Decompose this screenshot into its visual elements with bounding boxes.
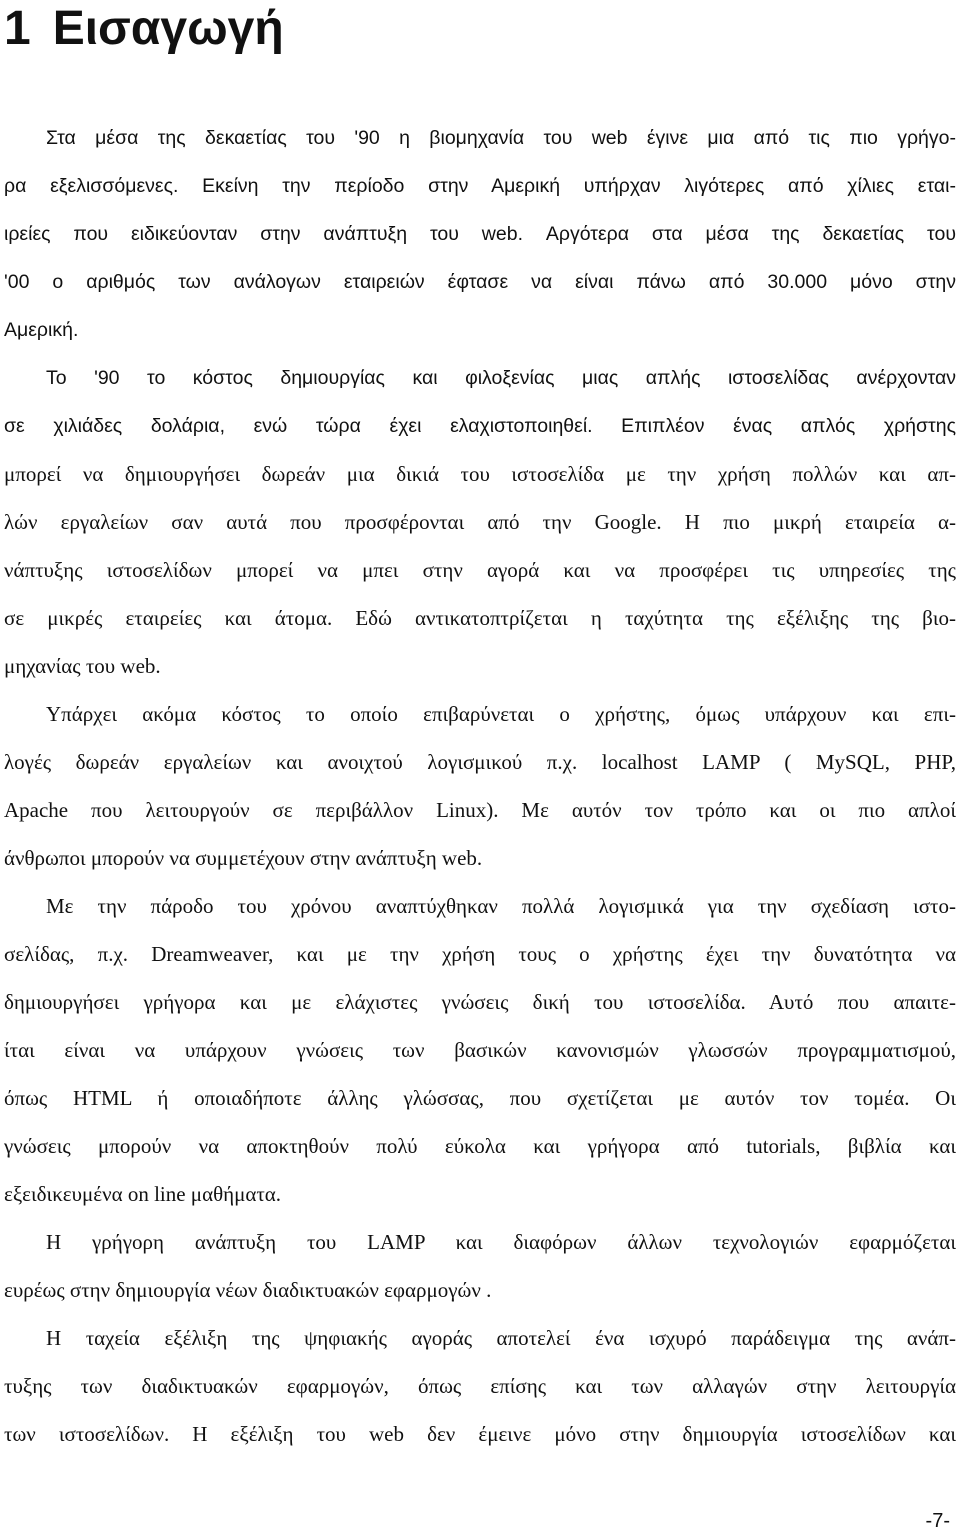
- text-line: τυξης των διαδικτυακών εφαρμογών, όπως επίσης και των αλλαγών στην λειτουργία: [4, 1374, 956, 1398]
- text-line: όπως HTML ή οποιαδήποτε άλλης γλώσσας, που σχετίζεται με αυτόν τον τομέα. Οι: [4, 1086, 956, 1110]
- text-line: Με την πάροδο του χρόνου αναπτύχθηκαν πολλά λογισμικά για την σχεδίαση ιστο-: [46, 894, 956, 918]
- text-line: Αμερική.: [4, 319, 79, 341]
- text-line: των ιστοσελίδων. Η εξέλιξη του web δεν έμεινε μόνο στην δημιουργία ιστοσελίδων και: [4, 1422, 956, 1446]
- text-line: ρα εξελισσόμενες. Εκείνη την περίοδο στην Αμερική υπήρχαν λιγότερες από χίλιες εται-: [4, 175, 956, 197]
- text-line: λογές δωρεάν εργαλείων και ανοιχτού λογισμικού π.χ. localhost LAMP ( MySQL, PHP,: [4, 750, 956, 774]
- text-line: Στα μέσα της δεκαετίας του '90 η βιομηχανία του web έγινε μια από τις πιο γρήγο-: [46, 127, 956, 149]
- text-line: Υπάρχει ακόμα κόστος το οποίο επιβαρύνεται ο χρήστης, όμως υπάρχουν και επι-: [46, 702, 956, 726]
- text-line: λών εργαλείων σαν αυτά που προσφέρονται από την Google. Η πιο μικρή εταιρεία α-: [4, 510, 956, 534]
- text-line: ιρείες που ειδικεύονταν στην ανάπτυξη του web. Αργότερα στα μέσα της δεκαετίας του: [4, 223, 956, 245]
- page-number: -7-: [925, 1510, 950, 1532]
- text-line: σελίδας, π.χ. Dreamweaver, και με την χρήση τους ο χρήστης έχει την δυνατότητα να: [4, 942, 956, 966]
- text-line: σε μικρές εταιρείες και άτομα. Εδώ αντικατοπτρίζεται η ταχύτητα της εξέλιξης της βιο-: [4, 606, 956, 630]
- chapter-title: Εισαγωγή: [52, 2, 284, 55]
- text-line: εξειδικευμένα on line μαθήματα.: [4, 1182, 282, 1206]
- text-line: Η γρήγορη ανάπτυξη του LAMP και διαφόρων άλλων τεχνολογιών εφαρμόζεται: [46, 1230, 956, 1254]
- text-line: μπορεί να δημιουργήσει δωρεάν μια δικιά του ιστοσελίδα με την χρήση πολλών και απ-: [4, 462, 956, 486]
- text-line: Το '90 το κόστος δημιουργίας και φιλοξενίας μιας απλής ιστοσελίδας ανέρχονταν: [46, 367, 956, 389]
- text-line: άνθρωποι μπορούν να συμμετέχουν στην ανάπτυξη web.: [4, 846, 483, 870]
- chapter-heading: [4, 0, 284, 58]
- text-line: σε χιλιάδες δολάρια, ενώ τώρα έχει ελαχιστοποιηθεί. Επιπλέον ένας απλός χρήστης: [4, 415, 956, 437]
- text-line: Apache που λειτουργούν σε περιβάλλον Linux). Με αυτόν τον τρόπο και οι πιο απλοί: [4, 798, 956, 822]
- text-line: μηχανίας του web.: [4, 654, 161, 678]
- chapter-number: 1: [4, 2, 31, 55]
- text-line: δημιουργήσει γρήγορα και με ελάχιστες γνώσεις δική του ιστοσελίδα. Αυτό που απαιτε-: [4, 990, 956, 1014]
- text-line: γνώσεις μπορούν να αποκτηθούν πολύ εύκολα και γρήγορα από tutorials, βιβλία και: [4, 1134, 956, 1158]
- text-line: Η ταχεία εξέλιξη της ψηφιακής αγοράς αποτελεί ένα ισχυρό παράδειγμα της ανάπ-: [46, 1326, 956, 1350]
- text-line: ευρέως στην δημιουργία νέων διαδικτυακών εφαρμογών .: [4, 1278, 492, 1302]
- text-line: νάπτυξης ιστοσελίδων μπορεί να μπει στην αγορά και να προσφέρει τις υπηρεσίες της: [4, 558, 956, 582]
- text-line: ίται είναι να υπάρχουν γνώσεις των βασικών κανονισμών γλωσσών προγραμματισμού,: [4, 1038, 956, 1062]
- text-line: '00 ο αριθμός των ανάλογων εταιρειών έφτασε να είναι πάνω από 30.000 μόνο στην: [4, 271, 956, 293]
